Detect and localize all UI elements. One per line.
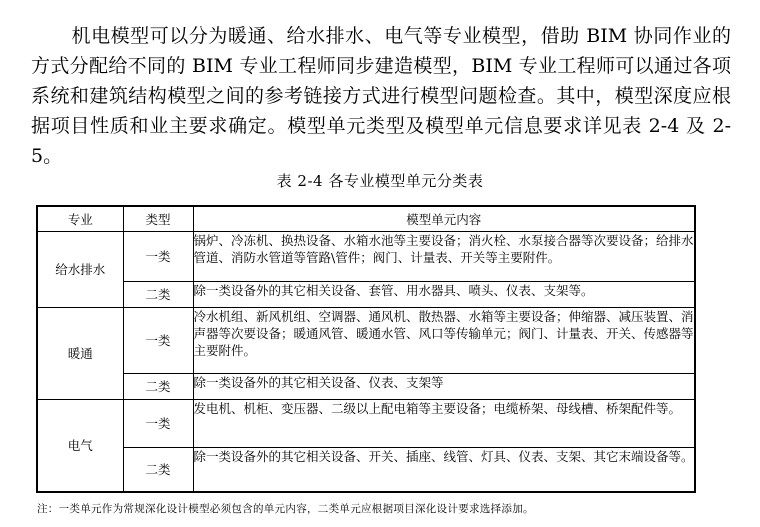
content-cell: 除一类设备外的其它相关设备、套管、用水器具、喷头、仪表、支架等。 xyxy=(193,282,695,308)
type-cell: 二类 xyxy=(123,374,193,400)
table-caption: 表 2-4 各专业模型单元分类表 xyxy=(276,172,484,190)
table-row xyxy=(37,232,695,282)
table-row xyxy=(37,308,695,374)
header-type: 类型 xyxy=(123,206,193,232)
intro-text: 机电模型可以分为暖通、给水排水、电气等专业模型，借助 BIM 协同作业的方式分配给不同的 BIM 专业工程师同步建造模型，BIM 专业工程师可以通过各项系统和建筑结构模型之间的参考链接方式进行模型问题检查。其中，模型深度应根据项目性质和业主要求确定。模型单元类型及模型单元信息要求详见表 2-4 及 2-5。 xyxy=(31,25,731,167)
classification-table xyxy=(36,205,696,493)
intro-paragraph xyxy=(31,21,731,171)
content-cell: 冷水机组、新风机组、空调器、通风机、散热器、水箱等主要设备；伸缩器、减压装置、消声器等次要设备；暖通风管、暖通水管、风口等传输单元；阀门、计量表、开关、传感器等主要附件。 xyxy=(193,308,695,374)
type-cell: 一类 xyxy=(123,308,193,374)
type-cell: 二类 xyxy=(123,282,193,308)
content-cell: 锅炉、冷冻机、换热设备、水箱水池等主要设备；消火栓、水泵接合器等次要设备；给排水管道、消防水管道等管路\管件；阀门、计量表、开关等主要附件。 xyxy=(193,232,695,282)
content-cell: 除一类设备外的其它相关设备、开关、插座、线管、灯具、仪表、支架、其它末端设备等。 xyxy=(193,448,695,492)
table-row xyxy=(37,400,695,448)
content-cell: 除一类设备外的其它相关设备、仪表、支架等 xyxy=(193,374,695,400)
type-cell: 二类 xyxy=(123,448,193,492)
table-header-row xyxy=(37,206,695,232)
table-note: 注：一类单元作为常规深化设计模型必须包含的单元内容，二类单元应根据项目深化设计要求选择添加。 xyxy=(37,503,534,515)
specialty-cell: 暖通 xyxy=(37,308,123,400)
specialty-cell: 给水排水 xyxy=(37,232,123,308)
specialty-cell: 电气 xyxy=(37,400,123,492)
type-cell: 一类 xyxy=(123,400,193,448)
table-row xyxy=(37,282,695,308)
header-specialty: 专业 xyxy=(37,206,123,232)
table-row xyxy=(37,448,695,492)
header-content: 模型单元内容 xyxy=(193,206,695,232)
type-cell: 一类 xyxy=(123,232,193,282)
content-cell: 发电机、机柜、变压器、二级以上配电箱等主要设备；电缆桥架、母线槽、桥架配件等。 xyxy=(193,400,695,448)
table-row xyxy=(37,374,695,400)
